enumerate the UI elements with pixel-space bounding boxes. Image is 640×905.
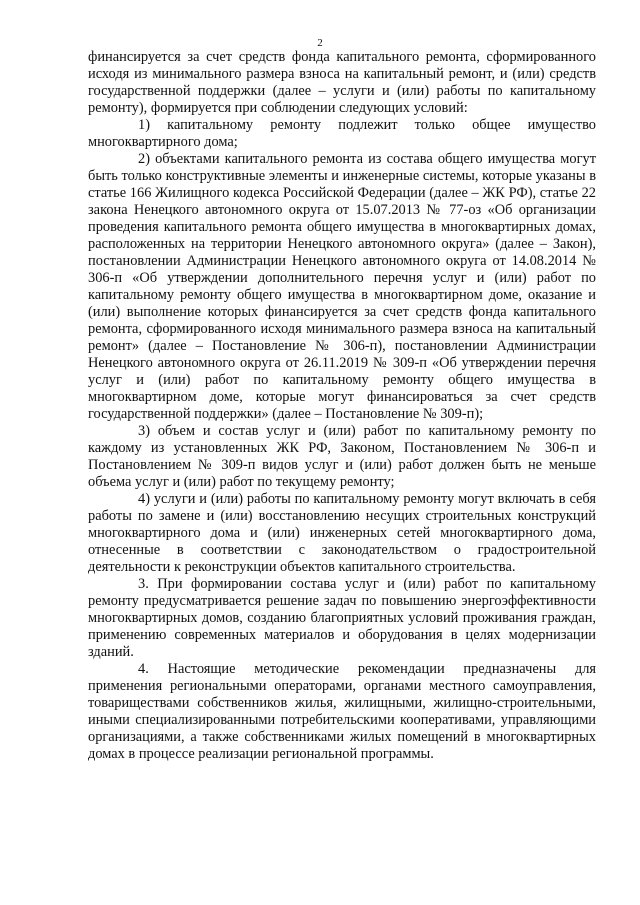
paragraph-section-3: 3. При формировании состава услуг и (или) работ по капитальному ремонту предусматривается решение задач по повышению энергоэффективности многоквартирных домов, созданию благоприятных условий проживания граждан, применению современных материалов и оборудования в целях модернизации зданий.	[88, 576, 596, 660]
paragraph-condition-4: 4) услуги и (или) работы по капитальному ремонту могут включать в себя работы по замене и (или) восстановлению несущих строительных конструкций многоквартирного дома и (или) инженерных сетей многоквартирного дома, отнесенные в соответствии с законодательством о градостроительной деятельности к реконструкции объектов капитального строительства.	[88, 491, 596, 575]
paragraph-condition-2: 2) объектами капитального ремонта из состава общего имущества могут быть только конструктивные элементы и инженерные системы, которые указаны в статье 166 Жилищного кодекса Российской Федерации (далее – ЖК РФ), статье 22 закона Ненецкого автономного округа от 15.07.2013 № 77-оз «Об организации проведения капитального ремонта общего имущества в многоквартирных домах, расположенных на территории Ненецкого автономного округа» (далее – Закон), постановлении Администрации Ненецкого автономного округа от 14.08.2014 № 306-п «Об утверждении дополнительного перечня услуг и (или) работ по капитальному ремонту общего имущества в многоквартирном доме, оказание и (или) выполнение которых финансируется за счет средств фонда капитального ремонта, сформированного исходя минимального размера взноса на капитальный ремонт» (далее – Постановление № 306-п), постановлении Администрации Ненецкого автономного округа от 26.11.2019 № 309-п «Об утверждении перечня услуг и (или) работ по капитальному ремонту общего имущества в многоквартирном доме, которые могут финансироваться за счет средств государственной поддержки» (далее – Постановление № 309-п);	[88, 151, 596, 422]
paragraph-condition-3: 3) объем и состав услуг и (или) работ по капитальному ремонту по каждому из установленных ЖК РФ, Законом, Постановлением № 306-п и Постановлением № 309-п видов услуг и (или) работ должен быть не меньше объема услуг и (или) работ по текущему ремонту;	[88, 423, 596, 490]
page-number: 2	[317, 37, 323, 49]
document-body	[88, 49, 596, 763]
paragraph-condition-1: 1) капитальному ремонту подлежит только общее имущество многоквартирного дома;	[88, 117, 596, 150]
paragraph-section-4: 4. Настоящие методические рекомендации предназначены для применения региональными операторами, органами местного самоуправления, товариществами собственников жилья, жилищными, жилищно-строительными, иными специализированными потребительскими кооперативами, управляющими организациями, а также собственниками жилых помещений в многоквартирных домах в процессе реализации региональной программы.	[88, 661, 596, 762]
paragraph-continuation: финансируется за счет средств фонда капитального ремонта, сформированного исходя из минимального размера взноса на капитальный ремонт, и (или) средств государственной поддержки (далее – услуги и (или) работы по капитальному ремонту), формируется при соблюдении следующих условий:	[88, 49, 596, 116]
